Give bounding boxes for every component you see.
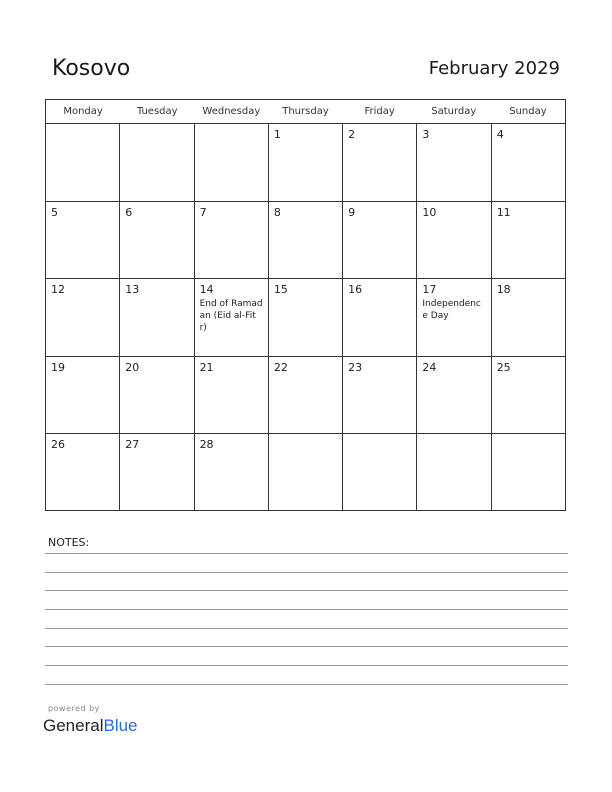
date-number: 20 [125,360,140,374]
day-cell[interactable] [343,202,417,279]
note-line [45,609,568,610]
calendar-body [46,124,565,511]
date-number: 11 [496,205,511,219]
date-number: 7 [199,205,207,219]
day-cell[interactable] [195,357,269,434]
date-number: 17 [422,283,437,297]
day-cell[interactable] [417,357,491,434]
day-name-tuesday: Tuesday [136,106,178,117]
day-name-sunday: Sunday [509,106,547,117]
date-number: 4 [496,128,504,141]
date-number: 10 [422,205,437,219]
date-number: 27 [125,438,140,452]
day-cell[interactable] [492,434,565,511]
month-year-title: February 2029 [428,58,560,79]
day-name-saturday: Saturday [431,106,477,117]
day-cell[interactable] [417,279,491,356]
date-number: 24 [422,360,437,374]
date-number: 18 [496,283,511,297]
brand-logo[interactable] [43,716,138,736]
day-cell[interactable] [46,357,120,434]
date-number: 15 [273,283,288,297]
day-cell[interactable] [269,357,343,434]
date-number: 6 [125,205,133,219]
powered-by-text: powered by [48,704,100,713]
date-number: 2 [348,128,356,141]
date-number: 28 [199,438,214,452]
date-number: 8 [273,205,281,219]
day-name-monday: Monday [63,106,103,117]
calendar-header-row [46,100,565,124]
note-line [45,665,568,666]
country-title: Kosovo [52,56,131,81]
day-cell[interactable] [269,434,343,511]
date-number: 12 [51,283,65,297]
day-cell[interactable] [46,124,120,201]
note-line [45,572,568,573]
date-number: 13 [125,283,140,297]
week-row [46,124,565,202]
day-cell[interactable] [492,279,565,356]
day-cell[interactable] [343,357,417,434]
note-line [45,684,568,685]
week-row [46,434,565,511]
day-cell[interactable] [343,434,417,511]
date-number: 16 [348,283,363,297]
day-cell[interactable] [120,202,194,279]
day-cell[interactable] [417,124,491,201]
note-line [45,553,568,554]
date-number: 23 [348,360,363,374]
day-name-thursday: Thursday [282,106,329,117]
day-cell[interactable] [195,279,269,356]
week-row [46,202,565,280]
day-cell[interactable] [195,434,269,511]
note-line [45,628,568,629]
date-number: 5 [51,205,58,219]
day-cell[interactable] [195,202,269,279]
date-number: 9 [348,205,356,219]
day-cell[interactable] [269,124,343,201]
day-cell[interactable] [269,279,343,356]
day-cell[interactable] [343,279,417,356]
week-row [46,357,565,435]
holiday-label: End of Ramadan (Eid al-Fitr) [199,299,263,334]
day-cell[interactable] [46,279,120,356]
brand-blue-text: Blue [103,716,138,735]
note-line [45,646,568,647]
brand-general-text: General [43,716,104,735]
date-number: 25 [496,360,511,374]
day-cell[interactable] [417,434,491,511]
day-name-friday: Friday [364,106,395,117]
holiday-label: Independence Day [422,299,481,322]
date-number: 1 [273,128,281,141]
date-number: 19 [51,360,65,374]
date-number: 3 [422,128,430,141]
day-cell[interactable] [492,357,565,434]
day-cell[interactable] [120,357,194,434]
day-cell[interactable] [120,279,194,356]
calendar-grid [45,99,566,511]
date-number: 26 [51,438,65,452]
date-number: 22 [273,360,288,374]
week-row [46,279,565,357]
day-name-wednesday: Wednesday [202,106,261,117]
day-cell[interactable] [343,124,417,201]
date-number: 14 [199,283,214,297]
day-cell[interactable] [120,124,194,201]
date-number: 21 [199,360,214,374]
day-cell[interactable] [492,124,565,201]
day-cell[interactable] [46,434,120,511]
day-cell[interactable] [46,202,120,279]
day-cell[interactable] [120,434,194,511]
day-cell[interactable] [492,202,565,279]
note-line [45,590,568,591]
day-cell[interactable] [269,202,343,279]
notes-label: NOTES: [48,536,90,549]
day-cell[interactable] [195,124,269,201]
day-cell[interactable] [417,202,491,279]
